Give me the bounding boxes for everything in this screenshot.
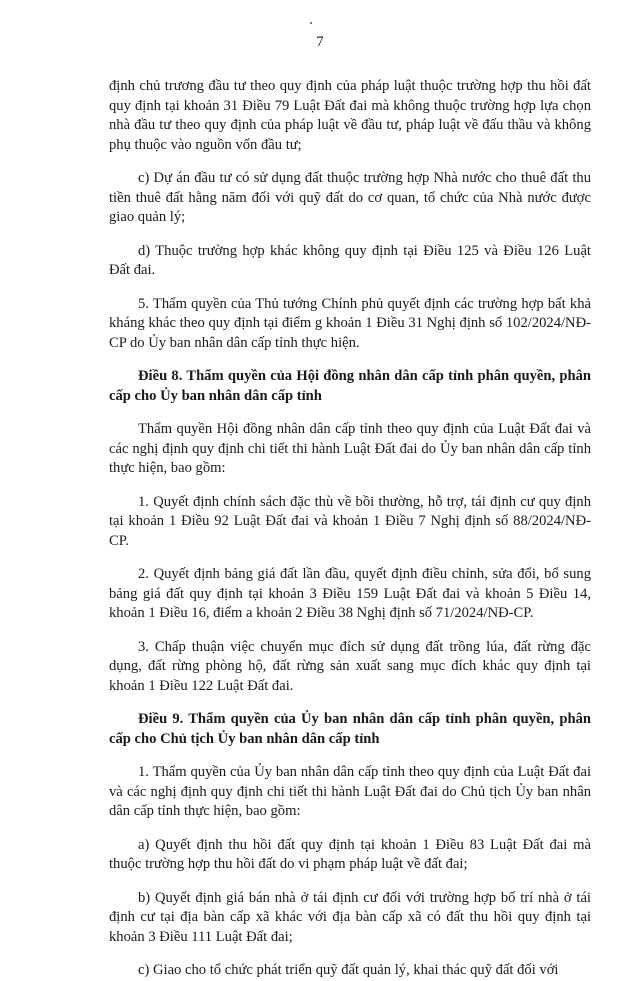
paragraph-clause-5: 5. Thẩm quyền của Thủ tướng Chính phủ quyết định các trường hợp bất khả kháng khác theo quy định tại điểm g khoản 1 Điều 31 Nghị định số 102/2024/NĐ-CP do Ủy ban nhân dân cấp tỉnh thực hiện. — [109, 295, 591, 351]
article-8-clause-3: 3. Chấp thuận việc chuyển mục đích sử dụng đất trồng lúa, đất rừng đặc dụng, đất rừng phòng hộ, đất rừng sản xuất sang mục đích khác quy định tại khoản 1 Điều 122 Luật Đất đai. — [109, 638, 591, 694]
page-number: 7 — [316, 34, 324, 50]
article-8-intro: Thẩm quyền Hội đồng nhân dân cấp tỉnh theo quy định của Luật Đất đai và các nghị định quy định chi tiết thi hành Luật Đất đai do Ủy ban nhân dân cấp tỉnh thực hiện, bao gồm: — [109, 421, 591, 476]
article-8-heading: Điều 8. Thẩm quyền của Hội đồng nhân dân cấp tỉnh phân quyền, phân cấp cho Ủy ban nhân dân cấp tỉnh — [109, 368, 591, 404]
article-9-clause-1: 1. Thẩm quyền của Ủy ban nhân dân cấp tỉnh theo quy định của Luật Đất đai và các nghị định quy định chi tiết thi hành Luật Đất đai do Chủ tịch Ủy ban nhân dân cấp tỉnh thực hiện, bao gồm: — [109, 764, 591, 819]
article-9-heading: Điều 9. Thẩm quyền của Ủy ban nhân dân cấp tỉnh phân quyền, phân cấp cho Chủ tịch Ủy ban nhân dân cấp tỉnh — [109, 711, 591, 747]
paragraph-item-d: d) Thuộc trường hợp khác không quy định tại Điều 125 và Điều 126 Luật Đất đai. — [109, 242, 591, 278]
paragraph-item-c: c) Dự án đầu tư có sử dụng đất thuộc trường hợp Nhà nước cho thuê đất thu tiền thuê đất hằng năm đối với quỹ đất do cơ quan, tổ chức của Nhà nước được giao quản lý; — [109, 170, 591, 225]
scan-speck — [310, 22, 312, 24]
article-9-item-b: b) Quyết định giá bán nhà ở tái định cư đối với trường hợp bố trí nhà ở tái định cư tại địa bàn cấp xã khác với địa bàn cấp xã có đất thu hồi quy định tại khoản 3 Điều 111 Luật Đất đai; — [109, 889, 591, 945]
article-8-clause-2: 2. Quyết định bảng giá đất lần đầu, quyết định điều chỉnh, sửa đổi, bổ sung bảng giá đất quy định tại khoản 3 Điều 159 Luật Đất đai và khoản 5 Điều 14, khoản 1 Điều 16, điểm a khoản 2 Điều 38 Nghị định số 71/2024/NĐ-CP. — [109, 566, 591, 621]
article-9-item-c: c) Giao cho tổ chức phát triển quỹ đất quản lý, khai thác quỹ đất đối với — [138, 962, 559, 978]
document-body — [109, 77, 591, 981]
paragraph-continuation: định chủ trương đầu tư theo quy định của pháp luật thuộc trường hợp thu hồi đất quy định tại khoản 31 Điều 79 Luật Đất đai mà không thuộc trường hợp lựa chọn nhà đầu tư theo quy định của pháp luật về đầu tư, pháp luật về đấu thầu và không phụ thuộc vào nguồn vốn đầu tư; — [109, 78, 591, 153]
article-9-item-a: a) Quyết định thu hồi đất quy định tại khoản 1 Điều 83 Luật Đất đai mà thuộc trường hợp thu hồi đất do vi phạm pháp luật về đất đai; — [109, 836, 591, 872]
article-8-clause-1: 1. Quyết định chính sách đặc thù về bồi thường, hỗ trợ, tái định cư quy định tại khoản 1 Điều 92 Luật Đất đai và khoản 1 Điều 7 Nghị định số 88/2024/NĐ-CP. — [109, 493, 591, 549]
